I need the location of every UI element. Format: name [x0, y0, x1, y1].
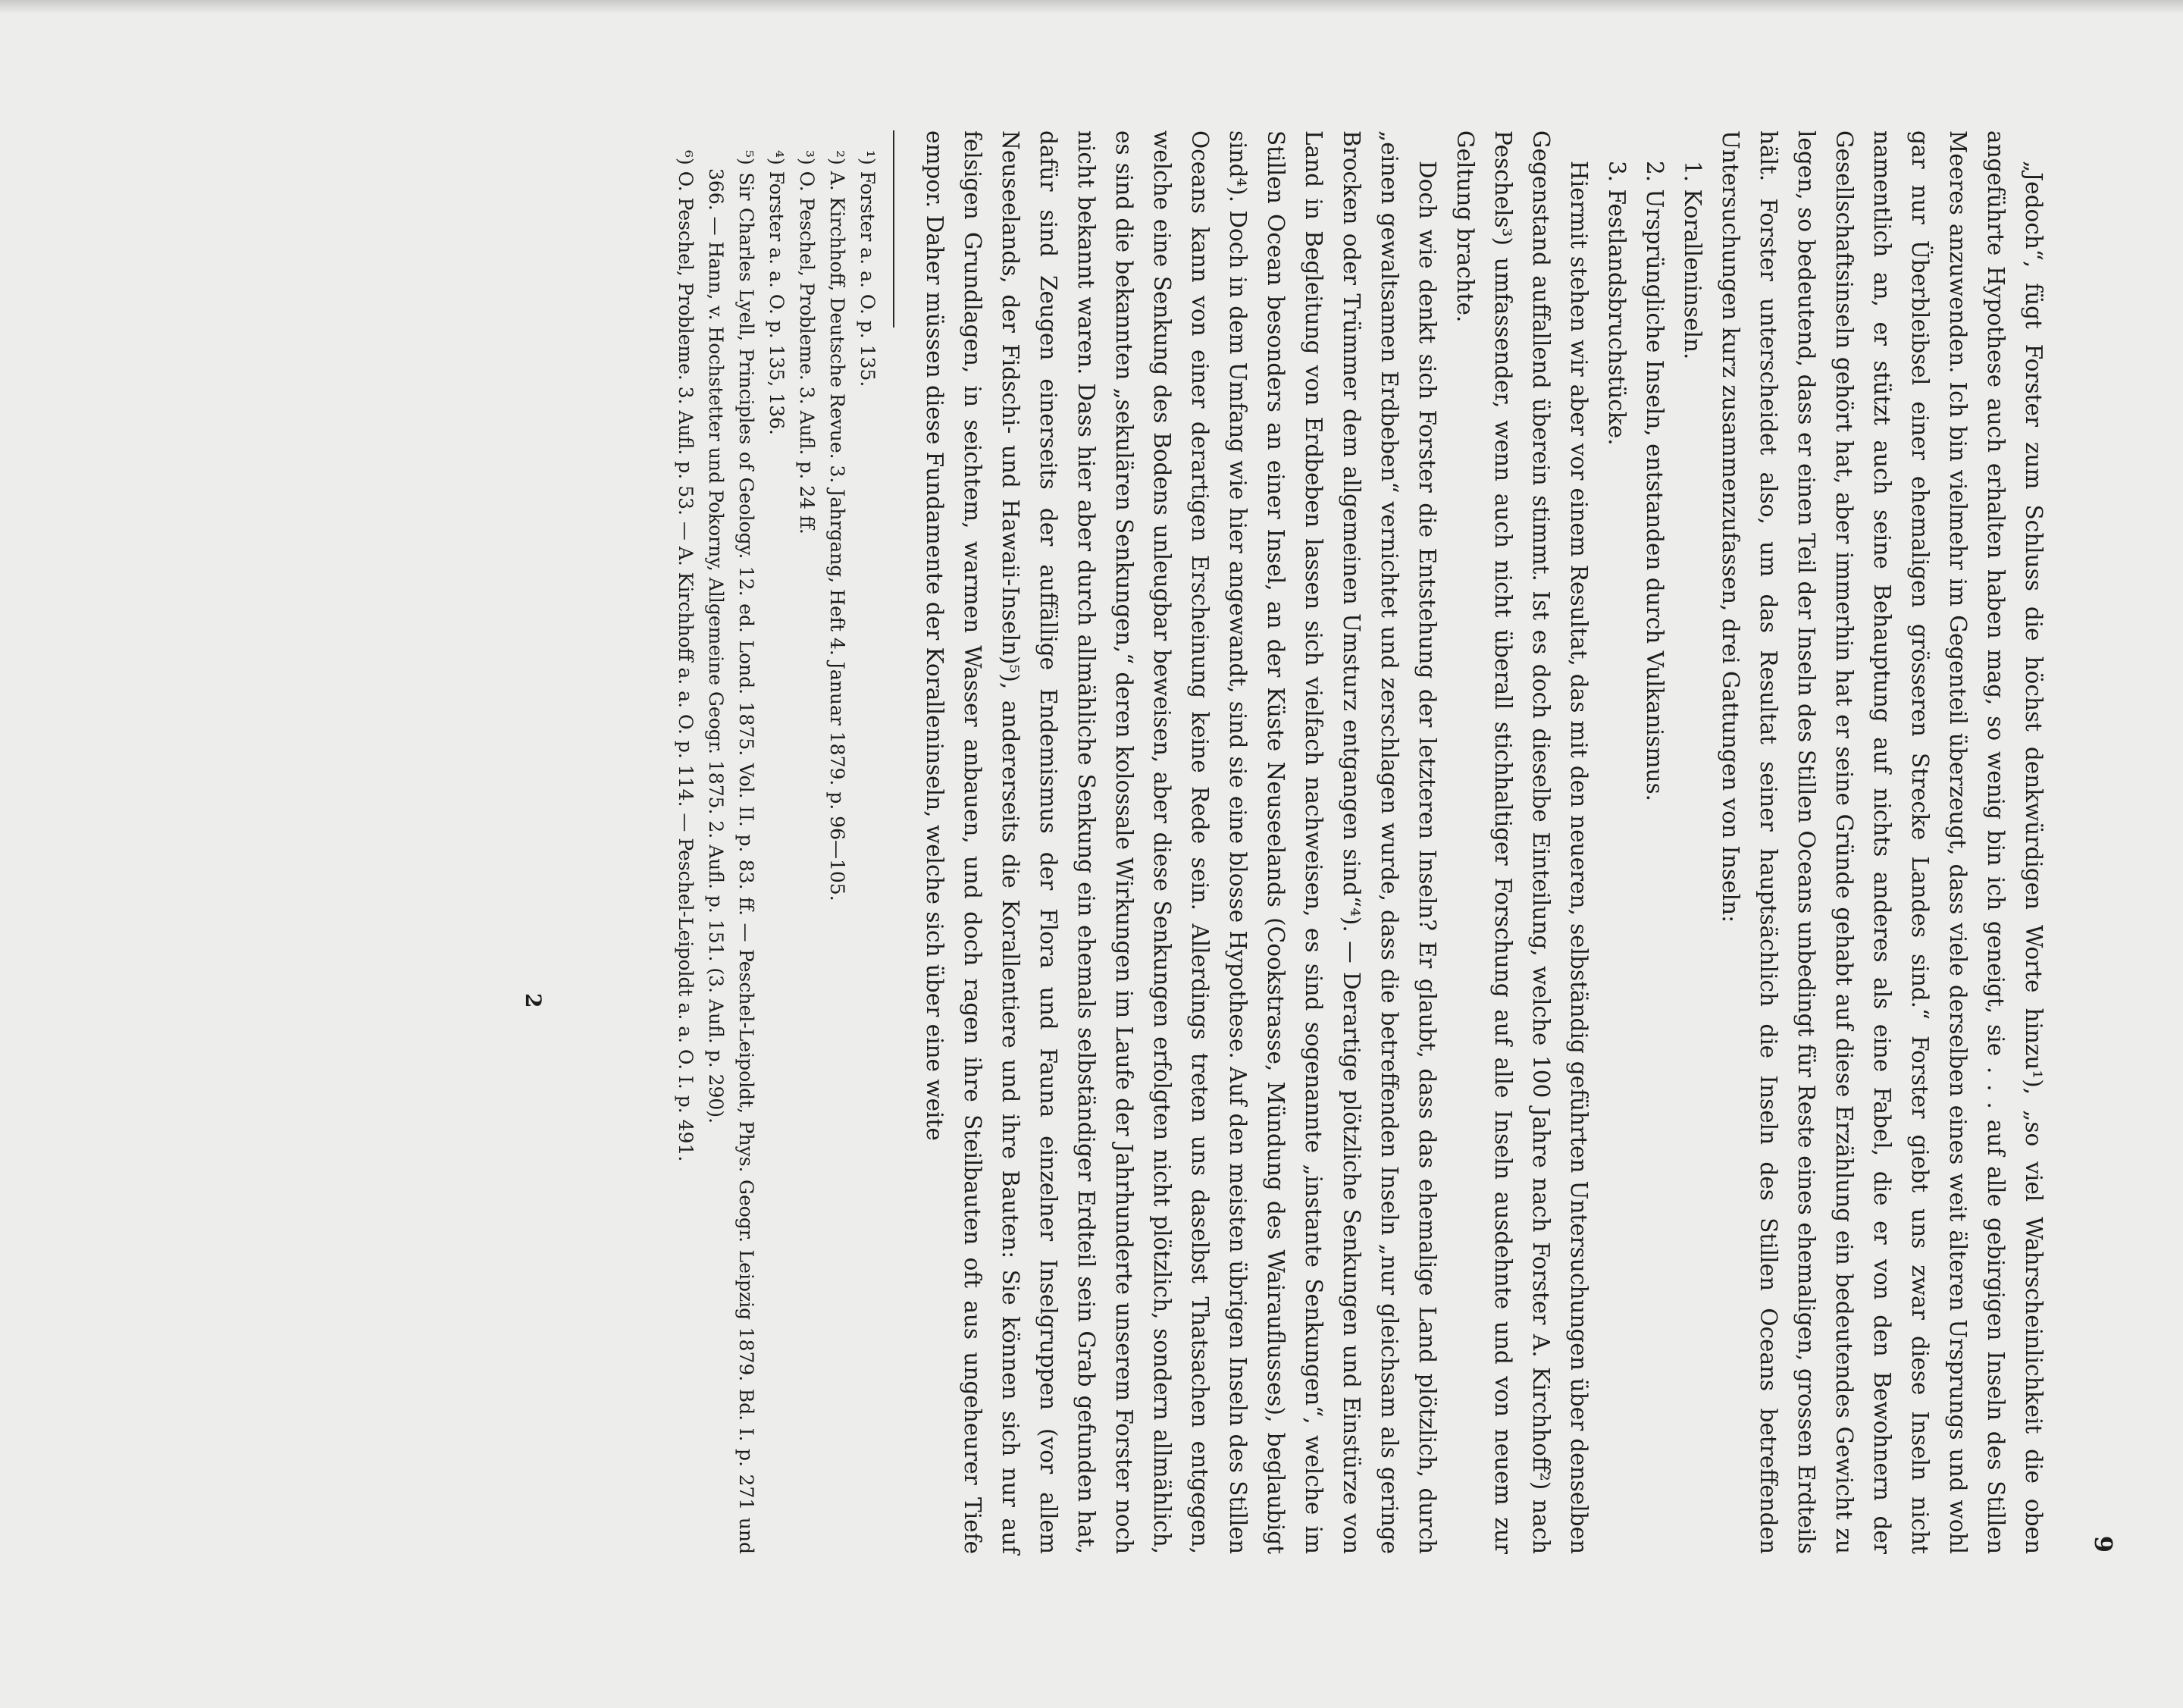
footnotes	[670, 130, 882, 1554]
paragraph-3: Doch wie denkt sich Forster die Entstehung der letzteren Inseln? Er glaubt, dass das ehemalige Land plötzlich, durch „einen gewaltsamen Erdbeben“ vernichtet und zerschlagen wurde, dass die betreffenden Inseln „nur gleichsam als geringe Brocken oder Trümmer dem allgemeinen Umsturz entgangen sind“⁴). — Derartige plötzliche Senkungen und Einstürze von Land in Begleitung von Erdbeben lassen sich vielfach nachweisen, es sind sogenannte „instante Senkungen“, welche im Stillen Ocean besonders an einer Insel, an der Küste Neuseelands (Cookstrasse, Mündung des Wairauflusses), beglaubigt sind⁴). Doch in dem Umfang wie hier angewandt, sind sie eine blosse Hypothese. Auf den meisten übrigen Inseln des Stillen Oceans kann von einer derartigen Erscheinung keine Rede sein. Allerdings treten uns daselbst Thatsachen entgegen, welche eine Senkung des Bodens unleugbar beweisen, aber diese Senkungen erfolgten nicht plötzlich, sondern allmählich, es sind die bekannten „sekulären Senkungen,“ deren kolossale Wirkungen im Laufe der Jahrhunderte unserem Forster noch nicht bekannt waren. Dass hier aber durch allmähliche Senkung ein ehemals selbständiger Erdteil sein Grab gefunden hat, dafür sind Zeugen einerseits der auffällige Endemismus der Flora und Fauna einzelner Inselgruppen (vor allem Neuseelands, der Fidschi- und Hawaii-Inseln)⁵), andererseits die Korallentiere und ihre Bauten: Sie können sich nur auf felsigen Grundlagen, in seichtem, warmen Wasser anbauen, und doch ragen ihre Steilbauten oft aus ungeheurer Tiefe empor. Daher müssen diese Fundamente der Koralleninseln, welche sich über eine weite	[922, 130, 1440, 1554]
island-type-item: 2. Ursprüngliche Inseln, entstanden durch Vulkanismus.	[1642, 161, 1668, 802]
footnote: ²) A. Kirchhoff, Deutsche Revue. 3. Jahrgang, Heft 4. Januar 1879. p. 96—105.	[826, 150, 848, 901]
paragraph-1: „Jedoch“, fügt Forster zum Schluss die höchst denkwürdigen Worte hinzu¹), „so viel Wahrscheinlichkeit die oben angeführte Hypothese auch erhalten haben mag, so wenig bin ich geneigt, sie . . . auf alle gebirgigen Inseln des Stillen Meeres anzuwenden. Ich bin vielmehr im Gegenteil überzeugt, dass viele derselben eines weit älteren Ursprungs und wohl gar nur Überbleibsel einer ehemaligen grösseren Strecke Landes sind.“ Forster giebt uns zwar diese Inseln nicht namentlich an, er stützt auch seine Behauptung auf nichts anderes als eine Fabel, die er von den Bewohnern der Gesellschaftsinseln gehört hat, aber immerhin hat er seine Gründe gehabt auf diese Erzählung ein bedeutendes Gewicht zu legen, so bedeutend, dass er einen Teil der Inseln des Stillen Oceans unbedingt für Reste eines ehemaligen, grossen Erdteils hält. Forster unterscheidet also, um das Resultat seiner hauptsächlich die Inseln des Stillen Oceans betreffenden Untersuchungen kurz zusammenzufassen, drei Gattungen von Inseln:	[1718, 130, 2047, 1554]
body-text	[670, 130, 2053, 1554]
page-number: 9	[2089, 1535, 2118, 1553]
scanner-edge	[0, 0, 2183, 14]
rotated-page-content	[455, 99, 2122, 1584]
footnote: ⁵) Sir Charles Lyell, Principles of Geology. 12. ed. Lond. 1875. Vol. II. p. 83. ff. — Peschel-Leipoldt, Phys. Geogr. Leipzig 1879. Bd. I. p. 271 und 366. — Hann, v. Hochstetter und Pokorny, Allgemeine Geogr. 1875. 2. Aufl. p. 151. (3. Aufl. p. 290).	[705, 150, 757, 1554]
footnote: ⁶) O. Peschel, Probleme. 3. Aufl. p. 53. — A. Kirchhoff a. a. O. p. 114. — Peschel-Leipoldt a. a. O. I. p. 491.	[675, 150, 697, 1162]
footnote-divider	[893, 130, 894, 327]
footnote: ⁴) Forster a. a. O. p. 135, 136.	[766, 150, 788, 435]
footnote: ¹) Forster a. a. O. p. 135.	[857, 150, 879, 387]
island-type-list	[1598, 130, 1712, 1554]
island-type-item: 3. Festlandsbruchstücke.	[1604, 161, 1630, 446]
island-type-item: 1. Koralleninseln.	[1680, 161, 1705, 360]
paragraph-2: Hiermit stehen wir aber vor einem Resultat, das mit den neueren, selbständig geführten Untersuchungen über denselben Gegenstand auffallend überein stimmt. Ist es doch dieselbe Einteilung, welche 100 Jahre nach Forster A. Kirchhoff²) nach Peschels³) umfassender, wenn auch nicht überall stichhaltiger Forschung auf alle Inseln ausdehnte und von neuem zur Geltung brachte.	[1452, 130, 1592, 1554]
signature-mark: 2	[521, 993, 546, 1008]
footnote: ³) O. Peschel, Probleme. 3. Aufl. p. 24 ff.	[796, 150, 818, 534]
